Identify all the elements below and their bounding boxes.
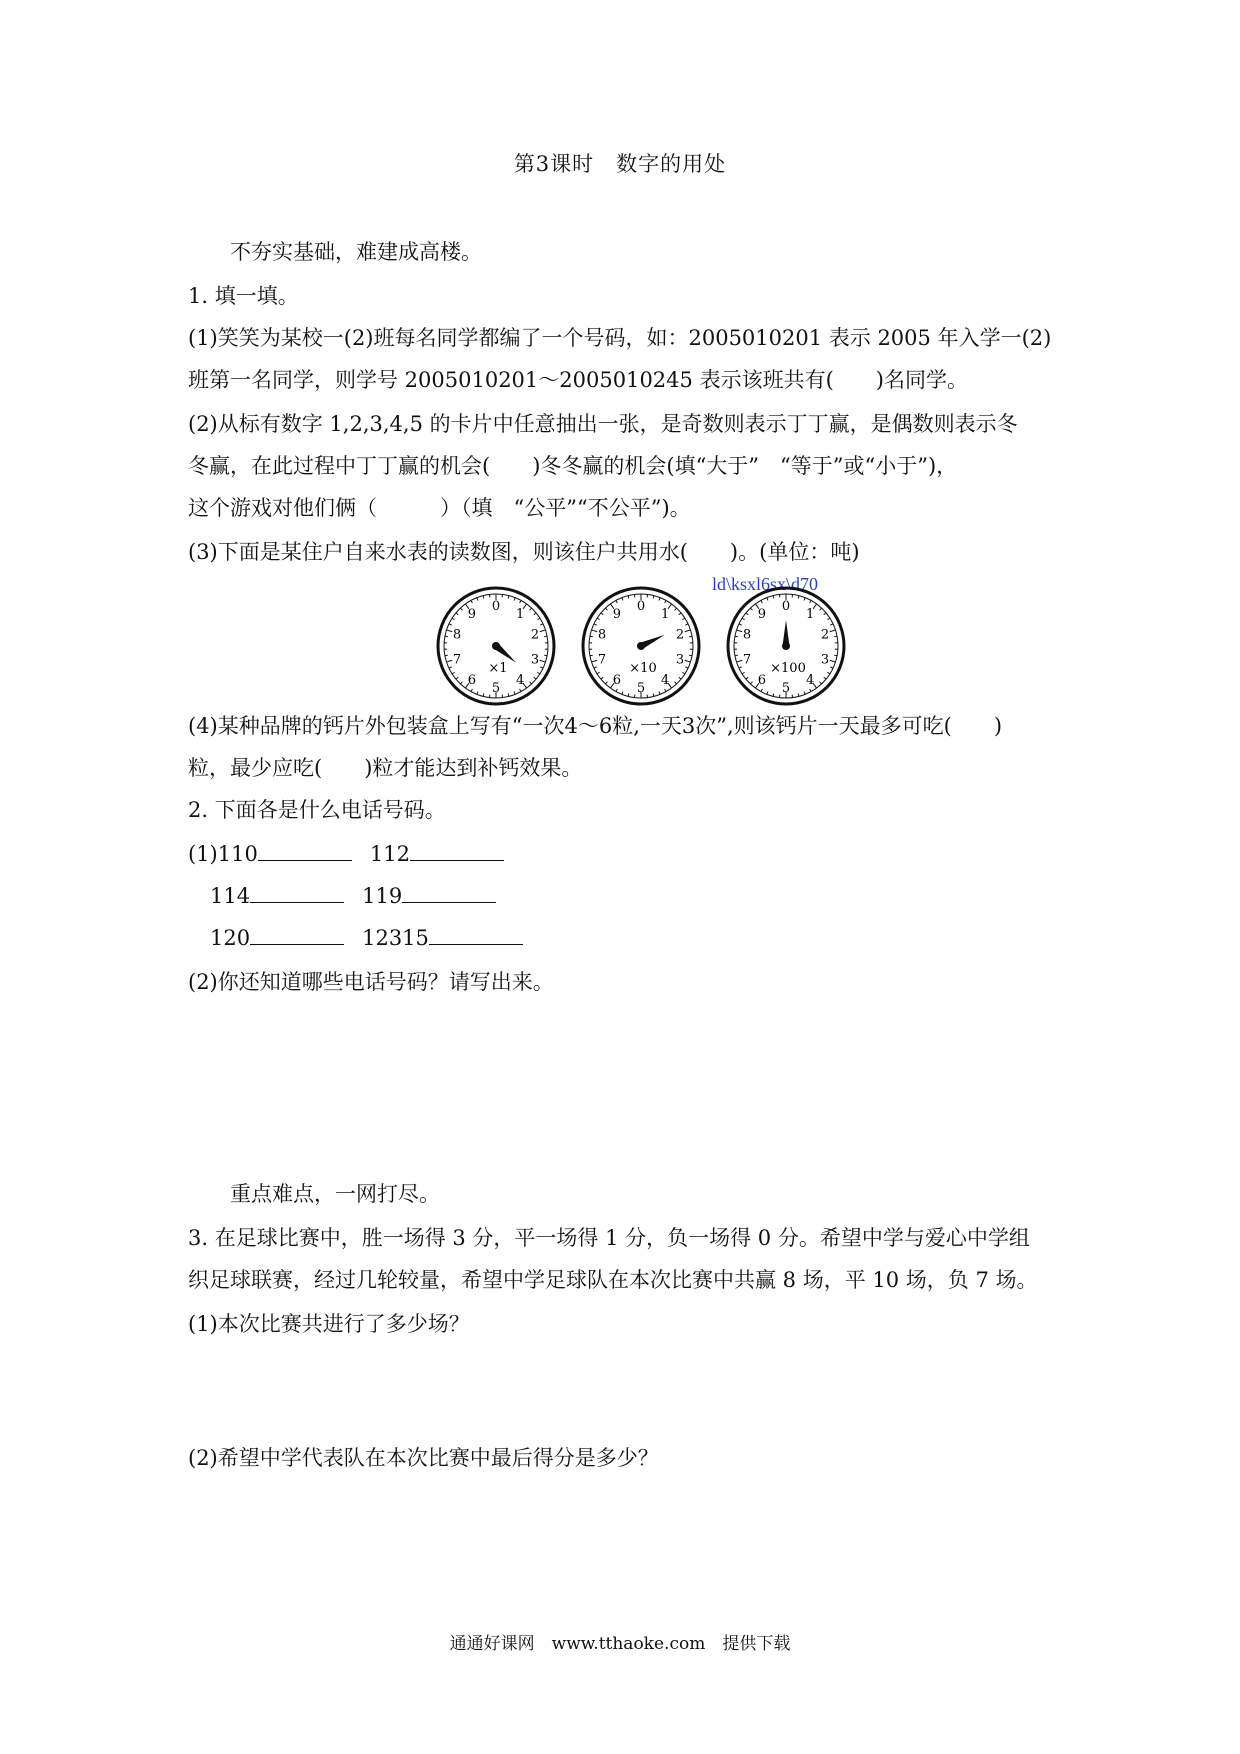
dial-tick <box>820 608 822 610</box>
dial-tick <box>537 618 540 620</box>
dial-tick <box>834 636 837 637</box>
dial-tick <box>483 693 484 696</box>
dial-tick <box>616 689 617 692</box>
dial-tick <box>534 677 536 679</box>
dial-tick <box>530 608 532 610</box>
dial-number: 3 <box>530 652 540 668</box>
dial-tick <box>445 655 448 656</box>
question-1-heading: 1. 填一填。 <box>188 284 299 308</box>
dial-tick <box>452 672 455 674</box>
dial-number: 7 <box>742 652 752 668</box>
dial-tick <box>592 630 598 632</box>
question-1-4-line-1: (4)某种品牌的钙片外包装盒上写有“一次4～6粒,一天3次”,则该钙片一天最多可吃( ) <box>188 714 1003 738</box>
dial-tick <box>540 660 546 662</box>
water-meter-figure <box>436 580 856 710</box>
water-meter-dial <box>438 588 554 704</box>
dial-tick <box>767 692 768 695</box>
dial-number: 6 <box>467 673 477 689</box>
dial-tick <box>685 660 691 662</box>
dial-tick <box>773 693 774 696</box>
answer-blank[interactable] <box>410 840 504 861</box>
dial-tick <box>590 655 593 656</box>
dial-tick <box>746 613 748 615</box>
page-title: 第3课时 数字的用处 <box>513 152 727 176</box>
dial-number: 2 <box>530 627 540 643</box>
dial-tick <box>739 624 742 625</box>
dial-tick <box>508 596 509 599</box>
dial-tick <box>544 636 547 637</box>
dial-hub <box>637 642 645 650</box>
phone-number-119: 119 <box>362 884 403 908</box>
dial-tick <box>689 655 692 656</box>
question-2-heading: 2. 下面各是什么电话号码。 <box>188 798 446 822</box>
question-3-line-2: 织足球联赛，经过几轮较量，希望中学足球队在本次比赛中共赢 8 场，平 10 场，负 7 场。 <box>188 1268 1038 1292</box>
dial-number: 8 <box>742 627 752 643</box>
question-1-2-line-2: 冬赢，在此过程中丁丁赢的机会( )冬冬赢的机会(填“大于” “等于”或“小于”)， <box>188 454 958 478</box>
dial-tick <box>810 689 811 692</box>
dial-tick <box>804 692 805 695</box>
dial-tick <box>537 672 540 674</box>
dial-tick <box>679 613 681 615</box>
dial-tick <box>530 682 532 684</box>
dial-number: 0 <box>636 599 646 614</box>
dial-tick <box>830 624 833 625</box>
dial-number: 6 <box>757 673 767 689</box>
section-heading-key-points: 重点难点，一网打尽。 <box>230 1182 440 1206</box>
dial-tick <box>540 667 543 668</box>
dial-tick <box>827 618 830 620</box>
dial-tick <box>824 613 826 615</box>
dial-tick <box>445 636 448 637</box>
water-meter-dial <box>728 588 844 704</box>
dial-tick <box>810 600 811 603</box>
footer-text: 通通好课网 www.tthaoke.com 提供下载 <box>449 1634 791 1654</box>
phone-row-2 <box>210 882 514 910</box>
phone-number-110: (1)110 <box>188 842 258 866</box>
dial-tick <box>820 682 822 684</box>
dial-hub <box>492 642 500 650</box>
dial-tick <box>659 598 660 601</box>
dial-tick <box>520 600 521 603</box>
question-1-1-line-2: 班第一名同学，则学号 2005010201～2005010245 表示该班共有( )名同学。 <box>188 368 968 392</box>
answer-blank[interactable] <box>258 840 352 861</box>
dial-tick <box>452 618 455 620</box>
dial-tick <box>520 689 521 692</box>
dial-tick <box>804 598 805 601</box>
dial-tick <box>798 693 799 696</box>
phone-number-12315: 12315 <box>362 926 429 950</box>
dial-number: 2 <box>675 627 685 643</box>
question-1-4-line-2: 粒，最少应吃( )粒才能达到补钙效果。 <box>188 756 583 780</box>
dial-tick <box>616 600 617 603</box>
dial-tick <box>471 600 472 603</box>
dial-tick <box>830 630 836 632</box>
dial-tick <box>514 598 515 601</box>
dial-number: 1 <box>805 606 815 622</box>
dial-tick <box>824 677 826 679</box>
dial-tick <box>456 613 458 615</box>
dial-tick <box>540 630 546 632</box>
dial-tick <box>798 596 799 599</box>
dial-tick <box>447 630 453 632</box>
answer-blank[interactable] <box>429 924 523 945</box>
dial-tick <box>605 608 607 610</box>
dial-tick <box>659 692 660 695</box>
dial-tick <box>460 682 462 684</box>
dial-number: 0 <box>781 599 791 614</box>
dial-tick <box>534 613 536 615</box>
dial-number: 4 <box>515 673 525 689</box>
dial-number: 6 <box>612 673 622 689</box>
dial-tick <box>594 667 597 668</box>
dial-tick <box>653 596 654 599</box>
dial-tick <box>675 608 677 610</box>
dial-number: 5 <box>781 681 791 696</box>
question-1-2-line-3: 这个游戏对他们俩（ ）（填 “公平”“不公平”)。 <box>188 496 691 520</box>
phone-row-1 <box>188 840 522 868</box>
dial-tick <box>689 636 692 637</box>
watermark-text: ld\ksxl6sx\d70 <box>712 574 819 594</box>
dial-tick <box>449 624 452 625</box>
section-heading-basics: 不夯实基础，难建成高楼。 <box>230 240 482 264</box>
phone-number-112: 112 <box>369 842 410 866</box>
dial-number: 8 <box>452 627 462 643</box>
dial-multiplier-label: ×1 <box>488 661 508 676</box>
dial-tick <box>830 667 833 668</box>
dial-number: 4 <box>805 673 815 689</box>
answer-blank[interactable] <box>250 882 344 903</box>
dial-number: 7 <box>597 652 607 668</box>
question-1-2-line-1: (2)从标有数字 1,2,3,4,5 的卡片中任意抽出一张，是奇数则表示丁丁赢，是偶数则表示冬 <box>188 412 1018 436</box>
dial-tick <box>750 682 752 684</box>
dial-tick <box>665 600 666 603</box>
dial-tick <box>594 624 597 625</box>
dial-tick <box>477 598 478 601</box>
water-meter-dial <box>583 588 699 704</box>
dial-tick <box>735 655 738 656</box>
dial-tick <box>449 667 452 668</box>
dial-tick <box>592 660 598 662</box>
dial-number: 1 <box>660 606 670 622</box>
dial-tick <box>675 682 677 684</box>
dial-tick <box>597 672 600 674</box>
dial-tick <box>737 630 743 632</box>
dial-tick <box>767 598 768 601</box>
dial-tick <box>746 677 748 679</box>
dial-tick <box>544 655 547 656</box>
answer-blank[interactable] <box>402 882 496 903</box>
dial-tick <box>685 624 688 625</box>
dial-number: 2 <box>820 627 830 643</box>
dial-tick <box>682 672 685 674</box>
phone-number-120: 120 <box>210 926 251 950</box>
dial-tick <box>761 689 762 692</box>
question-3-2: (2)希望中学代表队在本次比赛中最后得分是多少？ <box>188 1446 659 1470</box>
dial-tick <box>830 660 836 662</box>
dial-tick <box>597 618 600 620</box>
dial-tick <box>742 618 745 620</box>
dial-number: 8 <box>597 627 607 643</box>
dial-number: 9 <box>757 606 767 622</box>
dial-multiplier-label: ×100 <box>770 661 806 676</box>
dial-number: 1 <box>515 606 525 622</box>
dial-number: 3 <box>675 652 685 668</box>
dial-tick <box>773 596 774 599</box>
dial-tick <box>540 624 543 625</box>
dial-tick <box>590 636 593 637</box>
dial-hub <box>782 642 790 650</box>
dial-tick <box>679 677 681 679</box>
question-2-2: (2)你还知道哪些电话号码？请写出来。 <box>188 970 554 994</box>
dial-tick <box>665 689 666 692</box>
dial-tick <box>739 667 742 668</box>
question-1-1-line-1: (1)笑笑为某校一(2)班每名同学都编了一个号码，如：2005010201 表示 2005 年入学一(2) <box>188 326 1052 350</box>
dial-number: 0 <box>491 599 501 614</box>
dial-tick <box>483 596 484 599</box>
question-3-line-1: 3. 在足球比赛中，胜一场得 3 分，平一场得 1 分，负一场得 0 分。希望中学与爱心中学组 <box>188 1226 1030 1250</box>
dial-multiplier-label: ×10 <box>629 661 657 676</box>
dial-tick <box>508 693 509 696</box>
phone-number-114: 114 <box>210 884 251 908</box>
dial-tick <box>456 677 458 679</box>
dial-tick <box>682 618 685 620</box>
dial-tick <box>742 672 745 674</box>
dial-tick <box>622 598 623 601</box>
dial-tick <box>601 677 603 679</box>
dial-number: 9 <box>467 606 477 622</box>
dial-tick <box>685 630 691 632</box>
dial-number: 9 <box>612 606 622 622</box>
dial-tick <box>447 660 453 662</box>
dial-tick <box>622 692 623 695</box>
dial-number: 4 <box>660 673 670 689</box>
dial-number: 3 <box>820 652 830 668</box>
dial-tick <box>834 655 837 656</box>
dial-tick <box>735 636 738 637</box>
dial-number: 7 <box>452 652 462 668</box>
dial-tick <box>477 692 478 695</box>
dial-tick <box>827 672 830 674</box>
dial-number: 5 <box>491 681 501 696</box>
dial-tick <box>761 600 762 603</box>
answer-blank[interactable] <box>250 924 344 945</box>
dial-tick <box>750 608 752 610</box>
dial-tick <box>653 693 654 696</box>
dial-number: 5 <box>636 681 646 696</box>
dial-tick <box>460 608 462 610</box>
dial-tick <box>628 693 629 696</box>
dial-tick <box>605 682 607 684</box>
question-1-3-line-1: (3)下面是某住户自来水表的读数图，则该住户共用水( )。(单位：吨) <box>188 540 860 564</box>
dial-tick <box>628 596 629 599</box>
dial-tick <box>471 689 472 692</box>
phone-row-3 <box>210 924 541 952</box>
question-3-1: (1)本次比赛共进行了多少场？ <box>188 1312 470 1336</box>
dial-tick <box>514 692 515 695</box>
dial-tick <box>601 613 603 615</box>
dial-tick <box>737 660 743 662</box>
dial-tick <box>685 667 688 668</box>
